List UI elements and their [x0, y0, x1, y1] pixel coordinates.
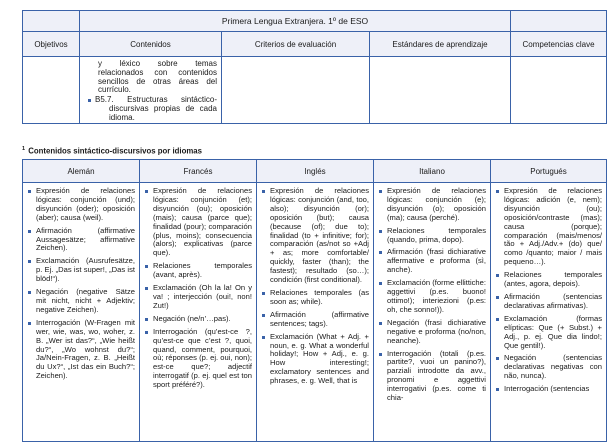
section-caption [22, 146, 202, 156]
title-left-blank [23, 11, 80, 32]
header-portugues: Portugués [491, 160, 607, 183]
list-item: Relaciones temporales (avant, après). [144, 262, 252, 280]
list-item: Afirmación (frasi dichiarative affermative e proforma (sì, anche). [378, 248, 486, 275]
list-item: Expresión de relaciones lógicas: conjunción (et); disyunción (ou); oposición (mais); causa (parce que); finalidad (pour); comparación (plus, moins); consecuencia (alors); explicativas (parce que). [144, 187, 252, 258]
bullet-icon [88, 99, 91, 102]
list-item: Expresión de relaciones lógicas: conjunción (and, too, also); disyunción (or); oposición (but); causa (because (of); due to); finalidad (to + infinitive; for); comparación (as/not so +Adj + as; more comfortable/ quickly, faster (than); the fastest); resultado (so…); condición (first conditional). [261, 187, 369, 285]
frances-list [144, 187, 252, 390]
list-item: Expresión de relaciones lógicas: adición (e, nem); disyunción (ou); oposición/contraste (mas); causa (porque); comparación (mais/menos/ tão + Adj./Adv.+ (do) que/ como /quanto; maior / mais pequeno…). [495, 187, 602, 267]
column-header-row [23, 32, 607, 57]
list-item: Interrogación (W-Fragen mit wer, wie, was, wo, woher, z. B. „Wer ist das?“, „Wie heißt du?“, „Wo wohnst du?“; Ja/Nein-Fragen, z. B. „Heißt du Ux?“, „Ist das ein Buch?“; Zeichen). [27, 319, 135, 381]
objetivos-cell [23, 57, 80, 124]
header-ingles: Inglés [257, 160, 374, 183]
languages-table [22, 159, 607, 442]
estandares-cell [370, 57, 511, 124]
list-item: Relaciones temporales (antes, agora, depois). [495, 271, 602, 289]
portugues-list [495, 187, 602, 394]
header-criterios: Criterios de evaluación [222, 32, 370, 57]
list-item: Afirmación (affirmative sentences; tags). [261, 311, 369, 329]
table-title: Primera Lengua Extranjera. 1º de ESO [80, 11, 511, 32]
ingles-cell [257, 183, 374, 442]
list-item: Exclamación (Oh la la! On y va! ; interjección (oui!, non! Zut!) [144, 284, 252, 311]
footnote-mark: 1 [22, 146, 26, 152]
list-item: Negación (negative Sätze mit nicht, nicht + Adjektiv; negative Zeichen). [27, 288, 135, 315]
header-italiano: Italiano [374, 160, 491, 183]
criterion-item [88, 96, 217, 122]
aleman-list [27, 187, 135, 381]
list-item: Relaciones temporales (as soon as; while). [261, 289, 369, 307]
list-item: Exclamación (What + Adj. + noun, e. g. What a wonderful holiday!; How + Adj., e. g. How interesting!; exclamatory sentences and phrases, e. g. Well, that is [261, 333, 369, 386]
criterion-text: Estructuras sintáctico-discursivas propias de cada idioma. [109, 95, 217, 122]
list-item: Exclamación (Ausrufesätze, p. Ej. „Das ist super!, „Das ist blöd!“). [27, 257, 135, 284]
title-right-blank [511, 11, 607, 32]
table-body-row [23, 57, 607, 124]
list-item: Interrogación (qu’est-ce ?, qu’est-ce que c’est ?, quoi, quand, comment, pourquoi, où; réponses (p. ej. oui, non); est-ce que?; adjectif interrogatif (p. ej. quel est ton sport préféré?). [144, 328, 252, 390]
list-item: Relaciones temporales (quando, prima, dopo). [378, 227, 486, 245]
curriculum-table [22, 10, 607, 124]
list-item: Expresión de relaciones lógicas: conjunción (und); disyunción (oder); oposición (aber); causa (weil). [27, 187, 135, 223]
list-item: Negación (ne/n’…pas). [144, 315, 252, 324]
criterion-code: B5.7. [95, 95, 114, 105]
header-objetivos: Objetivos [23, 32, 80, 57]
languages-body-row [23, 183, 607, 442]
list-item: Interrogación (totali (p.es. partite?, vuoi un panino?), parziali introdotte da avv., pronomi e aggettivi interrogativi (p.es. come ti chia- [378, 350, 486, 403]
list-item: Negación (frasi dichiarative negative e proforma (no/non, neanche). [378, 319, 486, 346]
header-aleman: Alemán [23, 160, 140, 183]
list-item: Exclamación (formas elípticas: Que (+ Subst.) + Adj., p. ej. Que dia lindo!; Que gentil!). [495, 315, 602, 351]
content-fragment: y léxico sobre temas relacionados con contenidos sencillos de otras áreas del currículo. [98, 59, 217, 95]
list-item: Negación (sentencias declarativas negativas con não, nunca). [495, 354, 602, 381]
competencias-cell [511, 57, 607, 124]
table-title-row [23, 11, 607, 32]
ingles-list [261, 187, 369, 386]
list-item: Afirmación (affirmative Aussagesätze; affirmative Zeichen). [27, 227, 135, 254]
list-item: Expresión de relaciones lógicas: conjunción (e); disyunción (o); oposición (ma); causa (perché). [378, 187, 486, 223]
caption-text: Contenidos sintáctico-discursivos por idiomas [28, 146, 202, 156]
languages-header-row [23, 160, 607, 183]
contenidos-cell [80, 57, 222, 124]
aleman-cell [23, 183, 140, 442]
list-item: Exclamación (forme ellittiche: aggettivi (p.es. buono! ottimo!); interiezioni (p.es: oh, che sonno!)). [378, 279, 486, 315]
criterios-cell [222, 57, 370, 124]
portugues-cell [491, 183, 607, 442]
header-contenidos: Contenidos [80, 32, 222, 57]
italiano-cell [374, 183, 491, 442]
header-competencias: Competencias clave [511, 32, 607, 57]
header-estandares: Estándares de aprendizaje [370, 32, 511, 57]
header-frances: Francés [140, 160, 257, 183]
list-item: Interrogación (sentencias [495, 385, 602, 394]
italiano-list [378, 187, 486, 403]
list-item: Afirmación (sentencias declarativas afirmativas). [495, 293, 602, 311]
frances-cell [140, 183, 257, 442]
